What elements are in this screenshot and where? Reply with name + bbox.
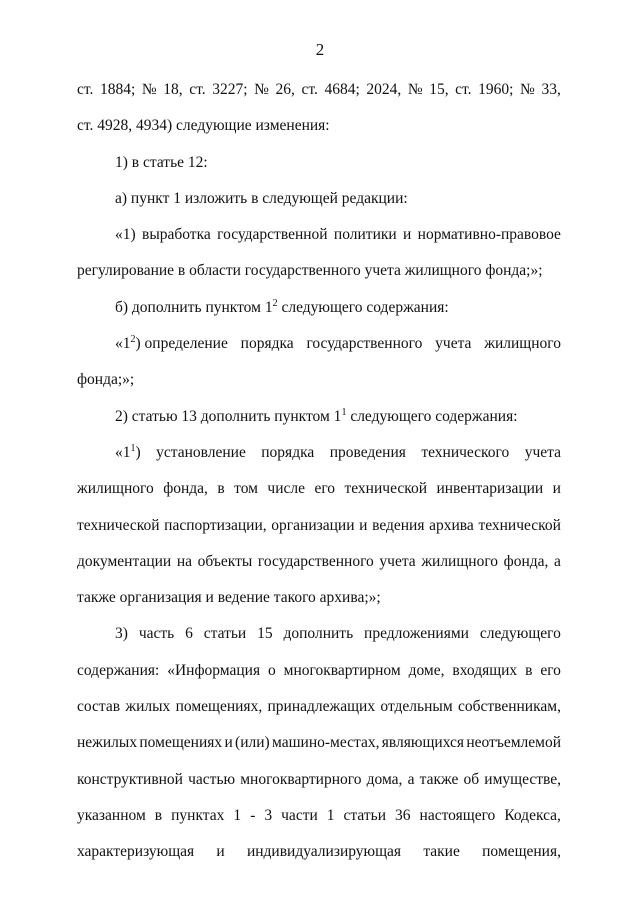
word: принадлежащих <box>267 698 376 716</box>
word: том <box>234 480 258 498</box>
document-body <box>77 72 561 871</box>
word: государственной <box>217 226 328 244</box>
word: 33, <box>541 81 561 98</box>
superscript: 1 <box>130 442 136 454</box>
word: пунктах <box>171 806 225 824</box>
word: а <box>407 770 415 788</box>
word: 3 <box>264 806 273 824</box>
text-fragment: «$1^1$) <box>115 442 141 461</box>
text-line <box>77 689 561 725</box>
word: собственникам, <box>457 698 561 716</box>
superscript: 1 <box>341 406 347 418</box>
word: - <box>250 806 256 824</box>
word: технической <box>77 516 160 534</box>
word: об <box>463 770 480 788</box>
word: установление <box>156 443 246 461</box>
list-item-3 <box>77 616 561 652</box>
word: технической <box>478 516 561 534</box>
word: дополнить <box>283 625 354 643</box>
word: № <box>520 81 535 98</box>
text-line <box>77 798 561 834</box>
word: паспортизации, <box>164 516 267 534</box>
word: 15 <box>257 625 273 643</box>
word: характеризующая <box>77 843 195 861</box>
word: порядка <box>261 443 315 461</box>
word: 4684; <box>324 81 360 98</box>
word: и <box>216 843 225 861</box>
word: частью <box>188 770 236 788</box>
word: жилищного <box>77 480 154 498</box>
word: индивидуализирующая <box>246 843 402 861</box>
word: ведения <box>372 516 425 534</box>
word: числе <box>267 480 305 498</box>
word: помещениях, <box>175 698 263 716</box>
word: машино-местах, <box>272 734 380 752</box>
list-item-2 <box>77 399 561 435</box>
quoted-paragraph-line <box>77 435 561 471</box>
word: доме, <box>408 661 445 679</box>
word: «Информация <box>167 661 261 679</box>
text-fragment: б) дополнить пунктом 1 <box>115 298 273 316</box>
word: и <box>552 480 561 498</box>
word: помещения, <box>482 843 561 861</box>
quoted-paragraph-line: регулирование в области государственного учета жилищного фонда;»; <box>77 262 543 280</box>
word: порядка <box>240 335 294 353</box>
word: 36 <box>395 806 411 824</box>
word: 15, <box>429 81 449 98</box>
word: 2024, <box>366 81 402 98</box>
word: объекты <box>197 552 253 570</box>
word: ст. <box>77 81 94 98</box>
text-fragment: следующего содержания: <box>277 298 449 316</box>
word: настоящего <box>419 806 496 824</box>
word: 26, <box>275 81 295 98</box>
word: и <box>224 734 233 752</box>
text-fragment: следующего содержания: <box>346 407 518 425</box>
word: выработка <box>142 226 211 244</box>
word: статьи <box>203 625 247 643</box>
word: нормативно-правовое <box>417 226 561 244</box>
word: 1960; <box>478 81 514 98</box>
word: и <box>359 516 368 534</box>
word: о <box>268 661 276 679</box>
quoted-paragraph-line <box>77 508 561 544</box>
superscript: 2 <box>272 297 278 309</box>
word: многоквартирном <box>283 661 401 679</box>
word: учета <box>379 552 416 570</box>
word: государственного <box>257 552 374 570</box>
word: являющихся <box>381 734 465 752</box>
word: состав <box>77 698 121 716</box>
word: жилищного <box>484 335 561 353</box>
word: жилищного <box>421 552 499 570</box>
word: инвентаризации <box>436 480 544 498</box>
word: и <box>403 226 412 244</box>
word: следующего <box>479 625 561 643</box>
text-line <box>77 762 561 798</box>
word: на <box>176 552 193 570</box>
word: а <box>554 552 561 570</box>
word: № <box>141 81 157 98</box>
word: технической <box>344 480 428 498</box>
word: нежилых <box>77 734 138 752</box>
word: архива <box>429 516 474 534</box>
sub-item-b <box>77 290 561 326</box>
word: его <box>314 480 336 498</box>
word: в <box>154 806 163 824</box>
word: № <box>407 81 423 98</box>
text-line <box>77 653 561 689</box>
word: многоквартирного <box>240 770 362 788</box>
word: часть <box>138 625 175 643</box>
quoted-paragraph-line <box>77 471 561 507</box>
word: помещениях <box>139 734 223 752</box>
text-line <box>77 72 561 108</box>
word: № <box>254 81 269 98</box>
word: учета <box>435 335 472 353</box>
word: отдельным <box>380 698 453 716</box>
word: организации <box>271 516 355 534</box>
superscript: 2 <box>130 334 136 346</box>
word: его <box>540 661 561 679</box>
word: жилых <box>125 698 171 716</box>
word: технического <box>421 443 510 461</box>
word: учета <box>524 443 561 461</box>
word: 6 <box>185 625 193 643</box>
word: 3227; <box>212 81 248 98</box>
quoted-paragraph-line: фонда;»; <box>77 371 135 389</box>
word: содержания: <box>77 661 160 679</box>
quoted-paragraph-line <box>77 217 561 253</box>
word: ст. <box>189 81 206 98</box>
word: 1 <box>233 806 242 824</box>
text-fragment: «$1^2$) определение <box>115 334 228 353</box>
sub-item-a: а) пункт 1 изложить в следующей редакции: <box>115 189 408 207</box>
word: проведения <box>329 443 406 461</box>
word: имуществе, <box>484 770 561 788</box>
word: 1 <box>326 806 335 824</box>
word: в <box>217 480 225 498</box>
quoted-paragraph-line <box>77 544 561 580</box>
word: ст. <box>455 81 472 98</box>
text-fragment: 2) статью 13 дополнить пунктом 1 <box>115 407 342 425</box>
page-number: 2 <box>315 40 325 59</box>
word: 3) <box>115 625 128 643</box>
list-item-1: 1) в статье 12: <box>115 153 208 171</box>
word: дома, <box>366 770 403 788</box>
text-line <box>77 834 561 870</box>
word: документации <box>77 552 172 570</box>
word: фонда, <box>503 552 549 570</box>
quoted-paragraph-line <box>77 326 561 362</box>
word: также <box>419 770 459 788</box>
word: (или) <box>235 734 270 752</box>
word: в <box>525 661 533 679</box>
word: части <box>281 806 318 824</box>
word: конструктивной <box>77 770 183 788</box>
word: такие <box>423 843 460 861</box>
word: фонда, <box>163 480 208 498</box>
word: Кодекса, <box>504 806 561 824</box>
quoted-paragraph-line: также организация и ведение такого архива;»; <box>77 589 381 607</box>
word: указанном <box>77 806 146 824</box>
text-line: ст. 4928, 4934) следующие изменения: <box>77 117 330 135</box>
word: государственного <box>306 335 423 353</box>
text-line <box>77 725 561 761</box>
word: 18, <box>163 81 183 98</box>
word: входящих <box>452 661 518 679</box>
word: «1) <box>115 226 136 244</box>
word: политики <box>333 226 397 244</box>
word: 1884; <box>99 81 136 98</box>
word: статьи <box>343 806 387 824</box>
word: предложениями <box>364 625 469 643</box>
word: неотъемлемой <box>466 734 561 752</box>
word: ст. <box>301 81 318 98</box>
